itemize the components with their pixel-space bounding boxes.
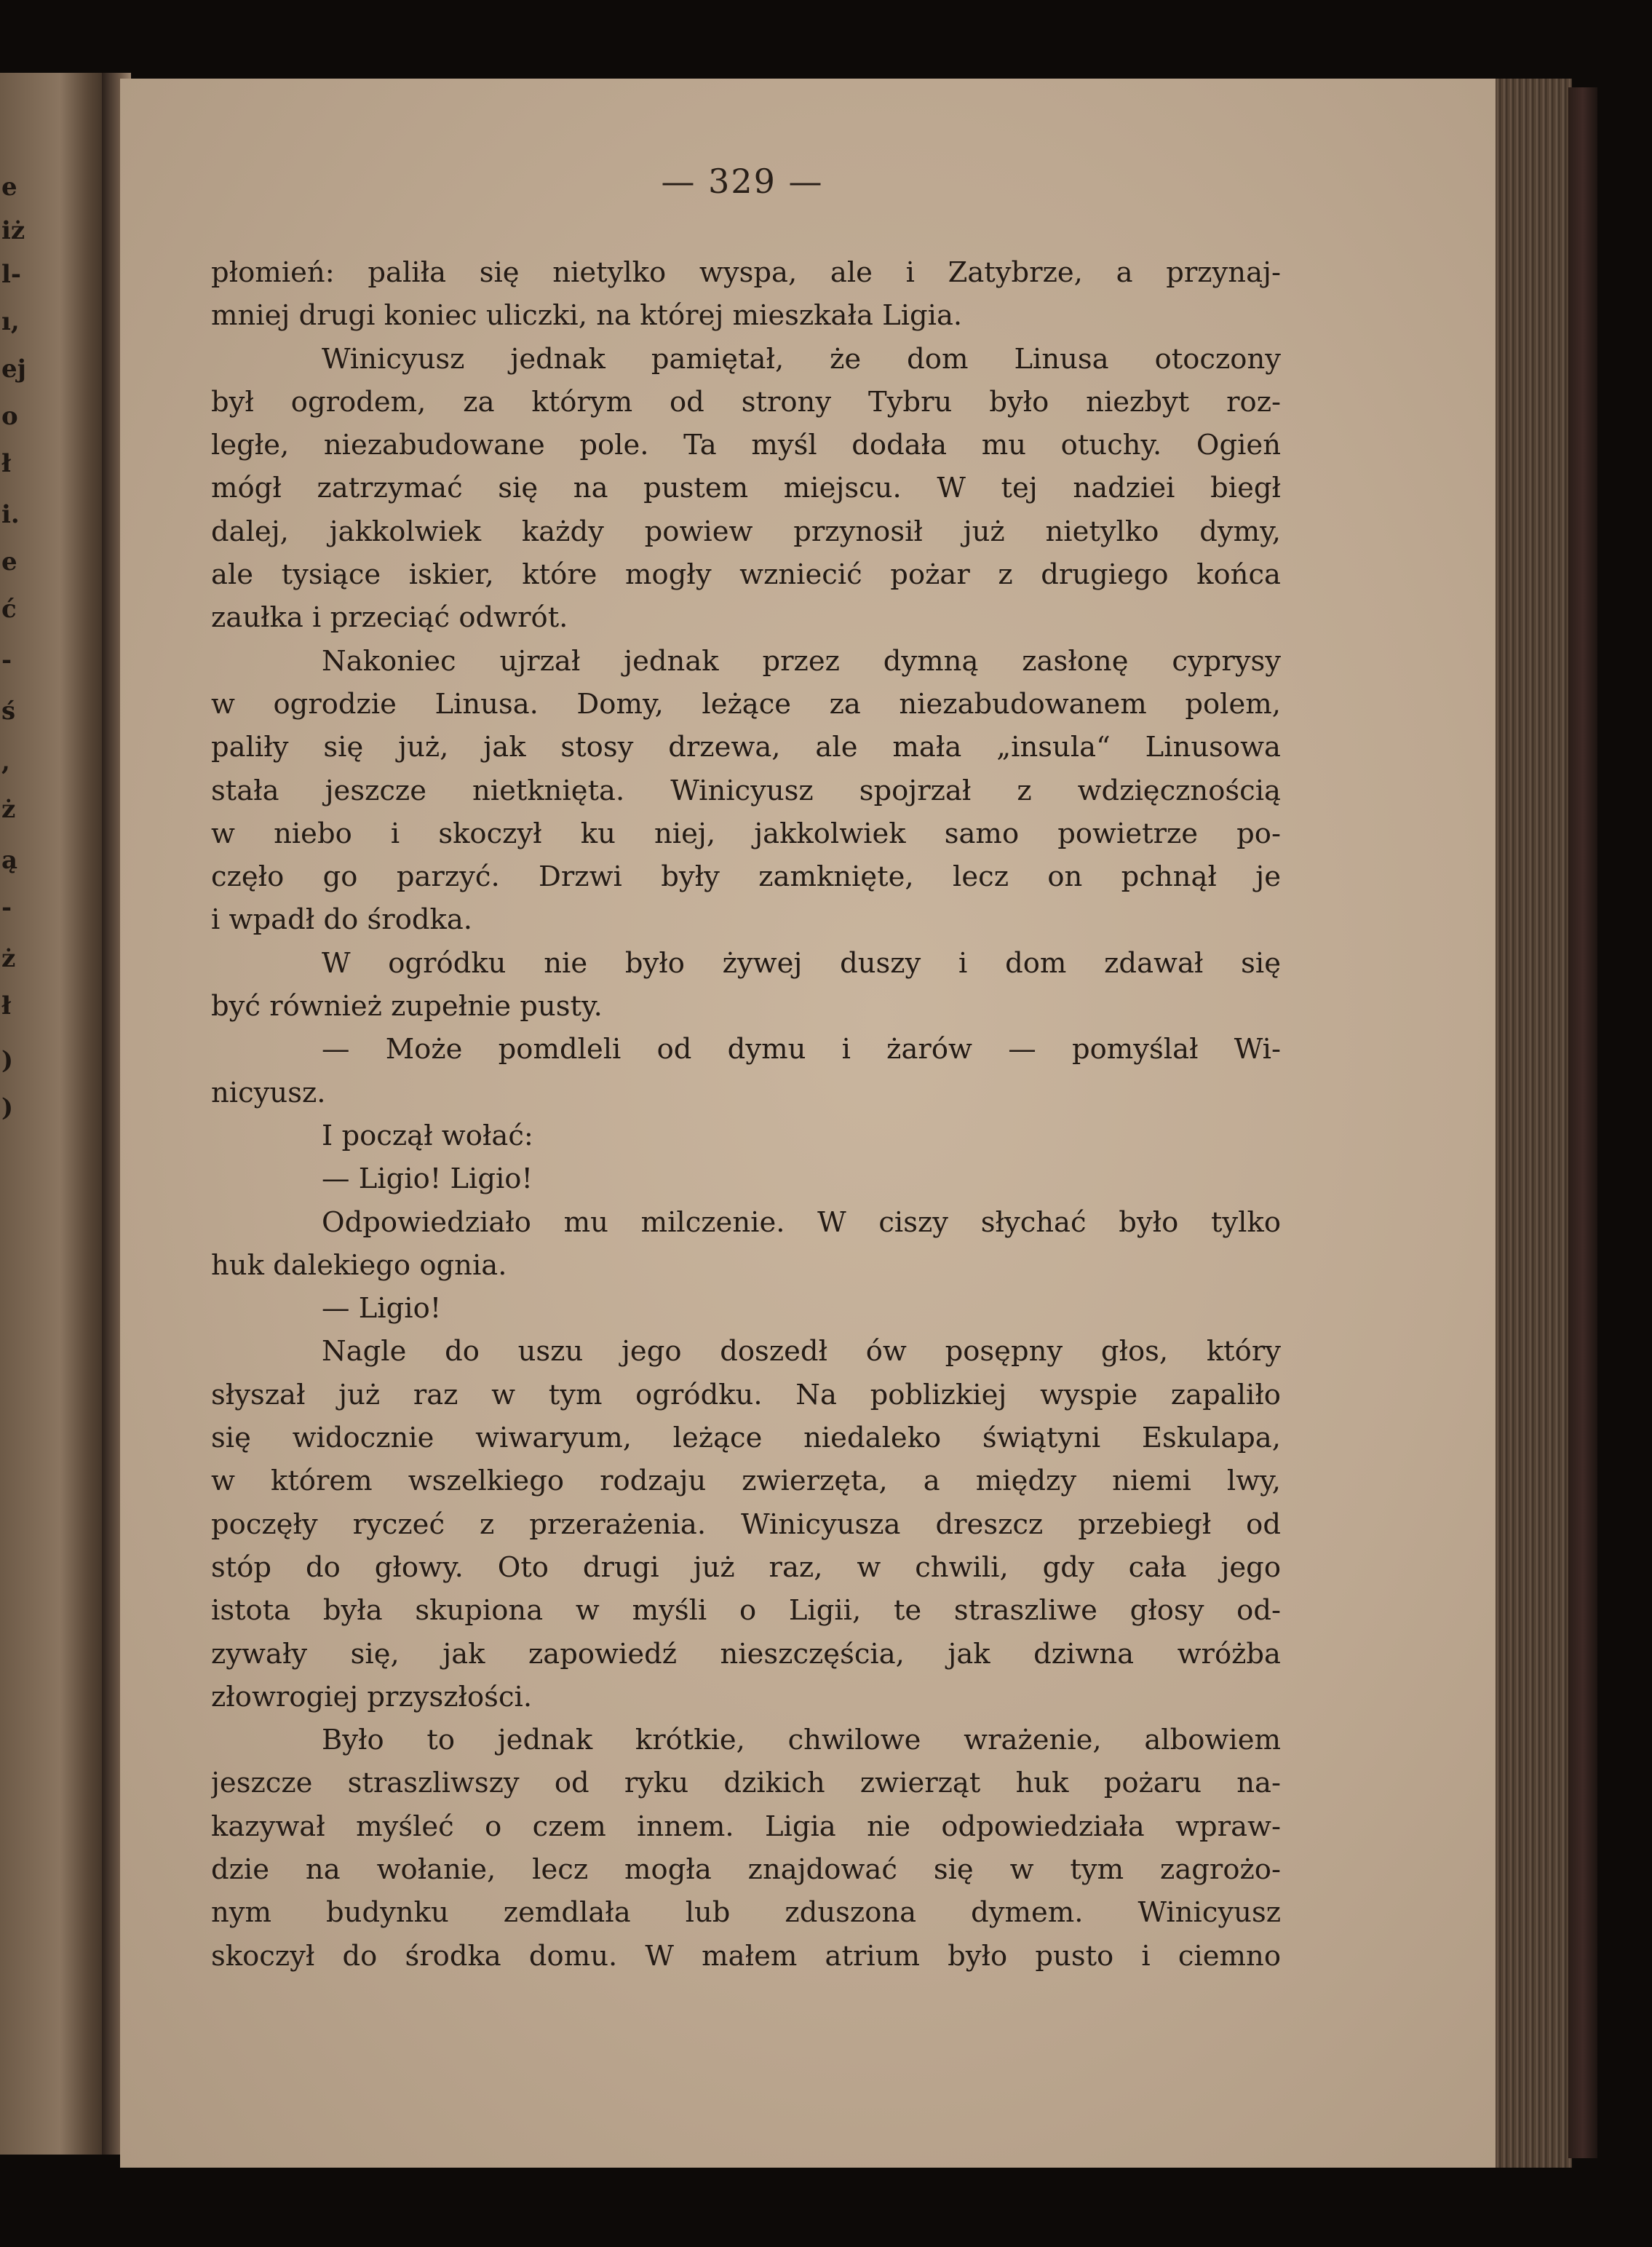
text-line: Nakoniec ujrzał jednak przez dymną zasłonę cyprysy: [322, 644, 1281, 678]
book-cover-edge: [1568, 87, 1597, 2158]
left-page-fragment: e: [1, 173, 17, 202]
text-line: płomień: paliła się nietylko wyspa, ale i Zatybrze, a przynaj-: [211, 256, 1281, 289]
text-line: — Ligio!: [322, 1292, 442, 1325]
text-line: stała jeszcze nietknięta. Winicyusz spojrzał z wdzięcznością: [211, 774, 1281, 807]
text-line: w ogrodzie Linusa. Domy, leżące za niezabudowanem polem,: [211, 687, 1281, 721]
left-page-fragment: ć: [1, 595, 17, 624]
text-line: być również zupełnie pusty.: [211, 990, 603, 1023]
text-line: Winicyusz jednak pamiętał, że dom Linusa otoczony: [322, 342, 1281, 376]
left-page-fragment: -: [1, 893, 12, 922]
text-line: huk dalekiego ognia.: [211, 1248, 507, 1282]
text-line: zaułka i przeciąć odwrót.: [211, 601, 568, 635]
left-page-fragment: ł: [1, 991, 12, 1021]
text-line: skoczył do środka domu. W małem atrium było pusto i ciemno: [211, 1939, 1281, 1973]
left-page-fragment: ą: [1, 846, 18, 875]
page-number: — 329 —: [661, 162, 824, 201]
left-page-fragment: o: [1, 402, 18, 431]
text-line: — Może pomdleli od dymu i żarów — pomyślał Wi-: [322, 1033, 1281, 1066]
text-line: poczęły ryczeć z przerażenia. Winicyusza dreszcz przebiegł od: [211, 1507, 1281, 1541]
text-line: nym budynku zemdlała lub zduszona dymem. Winicyusz: [211, 1896, 1281, 1930]
left-page-fragment: ): [1, 1093, 14, 1122]
text-line: złowrogiej przyszłości.: [211, 1680, 533, 1713]
left-page-fragment: -: [1, 646, 12, 675]
text-line: istota była skupiona w myśli o Ligii, te straszliwe głosy od-: [211, 1594, 1281, 1628]
left-page-fragment: ): [1, 1046, 14, 1075]
left-page-fragment: ,: [1, 748, 10, 777]
text-line: w niebo i skoczył ku niej, jakkolwiek samo powietrze po-: [211, 817, 1281, 850]
text-line: Było to jednak krótkie, chwilowe wrażenie, albowiem: [322, 1724, 1281, 1757]
text-line: — Ligio! Ligio!: [322, 1162, 533, 1196]
left-page-fragment: ś: [1, 697, 16, 726]
left-page-fragment: ł: [1, 449, 12, 478]
page-edges: [1496, 79, 1572, 2168]
text-line: stóp do głowy. Oto drugi już raz, w chwili, gdy cała jego: [211, 1550, 1281, 1584]
text-line: częło go parzyć. Drzwi były zamknięte, lecz on pchnął je: [211, 860, 1281, 894]
left-page-fragment: iż: [1, 216, 25, 245]
left-page-fragment: ż: [1, 944, 16, 973]
text-line: W ogródku nie było żywej duszy i dom zdawał się: [322, 946, 1281, 980]
body-text: [211, 251, 1281, 1978]
left-page-fragment: e: [1, 547, 17, 576]
left-page-fragment: ı,: [1, 307, 20, 336]
text-line: dalej, jakkolwiek każdy powiew przynosił już nietylko dymy,: [211, 515, 1281, 548]
text-line: dzie na wołanie, lecz mogła znajdować się w tym zagrożo-: [211, 1852, 1281, 1886]
left-page-edge: [0, 73, 109, 2155]
text-line: ległe, niezabudowane pole. Ta myśl dodała mu otuchy. Ogień: [211, 429, 1281, 462]
text-line: w którem wszelkiego rodzaju zwierzęta, a między niemi lwy,: [211, 1465, 1281, 1498]
text-line: się widocznie wiwaryum, leżące niedaleko świątyni Eskulapa,: [211, 1422, 1281, 1455]
text-line: słyszał już raz w tym ogródku. Na poblizkiej wyspie zapaliło: [211, 1378, 1281, 1411]
text-line: ale tysiące iskier, które mogły wzniecić pożar z drugiego końca: [211, 558, 1281, 592]
text-line: Nagle do uszu jego doszedł ów posępny głos, który: [322, 1335, 1281, 1368]
text-line: I począł wołać:: [322, 1119, 533, 1152]
left-page-fragment: ej: [1, 354, 26, 384]
text-line: kazywał myśleć o czem innem. Ligia nie odpowiedziała wpraw-: [211, 1810, 1281, 1843]
text-line: był ogrodem, za którym od strony Tybru było niezbyt roz-: [211, 385, 1281, 419]
text-line: i wpadł do środka.: [211, 903, 473, 937]
text-line: Odpowiedziało mu milczenie. W ciszy słychać było tylko: [322, 1205, 1281, 1239]
left-page-fragment: i.: [1, 500, 20, 529]
text-line: nicyusz.: [211, 1076, 326, 1109]
text-line: zywały się, jak zapowiedź nieszczęścia, jak dziwna wróżba: [211, 1637, 1281, 1671]
left-page-fragment: ż: [1, 795, 16, 824]
text-line: paliły się już, jak stosy drzewa, ale mała „insula“ Linusowa: [211, 731, 1281, 764]
text-line: mógł zatrzymać się na pustem miejscu. W tej nadziei biegł: [211, 472, 1281, 505]
left-page-fragment: l-: [1, 260, 22, 289]
text-line: mniej drugi koniec uliczki, na której mieszkała Ligia.: [211, 299, 963, 333]
text-line: jeszcze straszliwszy od ryku dzikich zwierząt huk pożaru na-: [211, 1767, 1281, 1800]
